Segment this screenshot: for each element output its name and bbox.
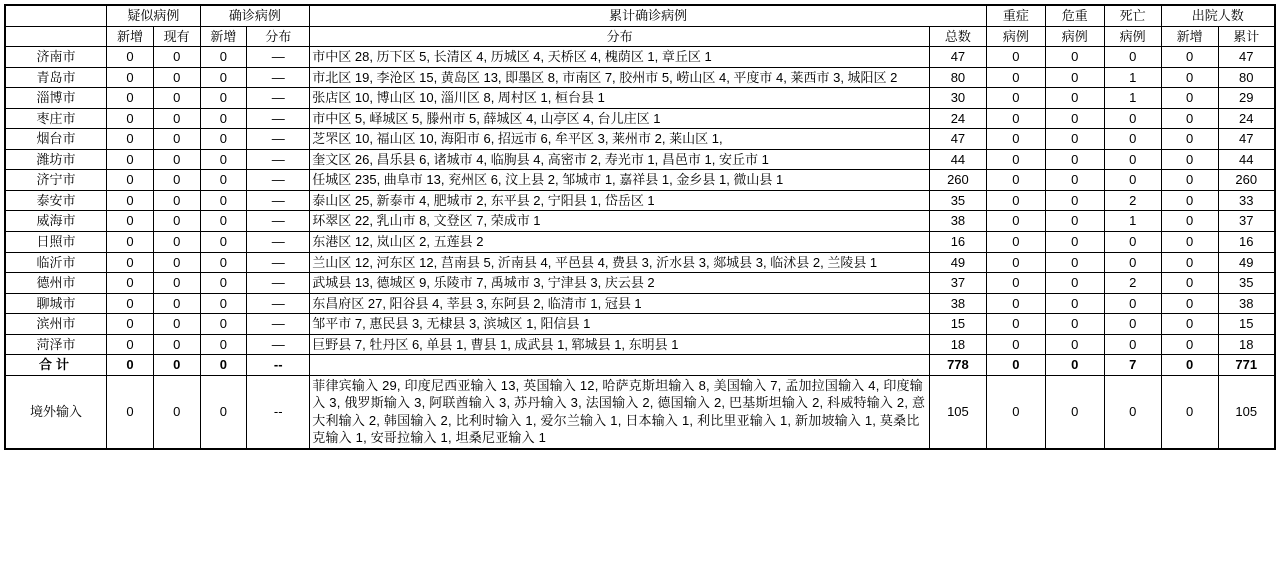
critical-cases: 0 — [1045, 88, 1104, 109]
severe-cases: 0 — [986, 149, 1045, 170]
cumulative-total: 47 — [929, 129, 986, 150]
header-suspected-existing: 现有 — [153, 26, 200, 47]
severe-cases: 0 — [986, 232, 1045, 253]
header-confirmed-cases: 确诊病例 — [200, 5, 310, 26]
discharged-new: 0 — [1161, 47, 1218, 68]
suspected-new: 0 — [107, 211, 154, 232]
suspected-new: 0 — [107, 47, 154, 68]
severe-cases: 0 — [986, 334, 1045, 355]
header-severe-cases: 病例 — [986, 26, 1045, 47]
discharged-total: 47 — [1218, 47, 1275, 68]
city-name: 日照市 — [5, 232, 107, 253]
confirmed-distribution: — — [247, 232, 310, 253]
discharged-new: 0 — [1161, 252, 1218, 273]
cumulative-distribution: 东昌府区 27, 阳谷县 4, 莘县 3, 东阿县 2, 临清市 1, 冠县 1 — [310, 293, 930, 314]
critical-cases: 0 — [1045, 170, 1104, 191]
critical-cases: 0 — [1045, 108, 1104, 129]
suspected-new: 0 — [107, 88, 154, 109]
suspected-existing: 0 — [153, 252, 200, 273]
severe-cases: 0 — [986, 129, 1045, 150]
suspected-new: 0 — [107, 149, 154, 170]
confirmed-new: 0 — [200, 149, 247, 170]
severe-cases: 0 — [986, 88, 1045, 109]
confirmed-new: 0 — [200, 252, 247, 273]
confirmed-distribution: — — [247, 129, 310, 150]
discharged-new: 0 — [1161, 334, 1218, 355]
suspected-new: 0 — [107, 170, 154, 191]
discharged-new: 0 — [1161, 273, 1218, 294]
cumulative-distribution: 泰山区 25, 新泰市 4, 肥城市 2, 东平县 2, 宁阳县 1, 岱岳区 1 — [310, 190, 930, 211]
confirmed-new: 0 — [200, 129, 247, 150]
city-name: 临沂市 — [5, 252, 107, 273]
table-row — [5, 273, 1275, 294]
severe-cases: 0 — [986, 47, 1045, 68]
confirmed-distribution: — — [247, 88, 310, 109]
critical-cases: 0 — [1045, 334, 1104, 355]
table-row — [5, 252, 1275, 273]
table-row — [5, 232, 1275, 253]
covid-statistics-table — [4, 4, 1276, 450]
discharged-total: 49 — [1218, 252, 1275, 273]
critical-cases: 0 — [1045, 273, 1104, 294]
cumulative-distribution: 市北区 19, 李沧区 15, 黄岛区 13, 即墨区 8, 市南区 7, 胶州市 5, 崂山区 4, 平度市 4, 莱西市 3, 城阳区 2 — [310, 67, 930, 88]
suspected-existing: 0 — [153, 293, 200, 314]
cumulative-total: 37 — [929, 273, 986, 294]
cumulative-distribution: 市中区 5, 峄城区 5, 滕州市 5, 薛城区 4, 山亭区 4, 台儿庄区 1 — [310, 108, 930, 129]
critical-cases: 0 — [1045, 355, 1104, 376]
confirmed-distribution: — — [247, 314, 310, 335]
city-name: 济南市 — [5, 47, 107, 68]
cumulative-distribution: 东港区 12, 岚山区 2, 五莲县 2 — [310, 232, 930, 253]
death-cases: 0 — [1104, 232, 1161, 253]
table-header — [5, 5, 1275, 47]
header-cumulative-confirmed: 累计确诊病例 — [310, 5, 987, 26]
critical-cases: 0 — [1045, 375, 1104, 449]
cumulative-distribution: 芝罘区 10, 福山区 10, 海阳市 6, 招远市 6, 牟平区 3, 莱州市 2, 莱山区 1, — [310, 129, 930, 150]
critical-cases: 0 — [1045, 293, 1104, 314]
discharged-total: 15 — [1218, 314, 1275, 335]
death-cases: 0 — [1104, 375, 1161, 449]
severe-cases: 0 — [986, 355, 1045, 376]
discharged-new: 0 — [1161, 355, 1218, 376]
death-cases: 0 — [1104, 129, 1161, 150]
confirmed-distribution: — — [247, 252, 310, 273]
confirmed-distribution: — — [247, 149, 310, 170]
suspected-existing: 0 — [153, 67, 200, 88]
cumulative-distribution: 邹平市 7, 惠民县 3, 无棣县 3, 滨城区 1, 阳信县 1 — [310, 314, 930, 335]
discharged-new: 0 — [1161, 129, 1218, 150]
city-name: 威海市 — [5, 211, 107, 232]
critical-cases: 0 — [1045, 129, 1104, 150]
header-discharged: 出院人数 — [1161, 5, 1275, 26]
critical-cases: 0 — [1045, 190, 1104, 211]
discharged-total: 771 — [1218, 355, 1275, 376]
table-row — [5, 108, 1275, 129]
confirmed-new: 0 — [200, 334, 247, 355]
critical-cases: 0 — [1045, 211, 1104, 232]
cumulative-total: 16 — [929, 232, 986, 253]
death-cases: 7 — [1104, 355, 1161, 376]
suspected-new: 0 — [107, 334, 154, 355]
cumulative-total: 105 — [929, 375, 986, 449]
severe-cases: 0 — [986, 252, 1045, 273]
city-name: 德州市 — [5, 273, 107, 294]
severe-cases: 0 — [986, 211, 1045, 232]
discharged-new: 0 — [1161, 211, 1218, 232]
discharged-total: 16 — [1218, 232, 1275, 253]
suspected-new: 0 — [107, 190, 154, 211]
cumulative-distribution: 张店区 10, 博山区 10, 淄川区 8, 周村区 1, 桓台县 1 — [310, 88, 930, 109]
death-cases: 0 — [1104, 170, 1161, 191]
death-cases: 1 — [1104, 67, 1161, 88]
confirmed-new: 0 — [200, 211, 247, 232]
discharged-new: 0 — [1161, 108, 1218, 129]
table-row — [5, 67, 1275, 88]
city-name: 烟台市 — [5, 129, 107, 150]
table-row — [5, 47, 1275, 68]
city-name: 菏泽市 — [5, 334, 107, 355]
city-name: 合计 — [5, 355, 107, 376]
confirmed-distribution: — — [247, 211, 310, 232]
cumulative-total: 38 — [929, 293, 986, 314]
confirmed-new: 0 — [200, 67, 247, 88]
city-name: 淄博市 — [5, 88, 107, 109]
suspected-existing: 0 — [153, 190, 200, 211]
city-name: 聊城市 — [5, 293, 107, 314]
discharged-new: 0 — [1161, 67, 1218, 88]
severe-cases: 0 — [986, 314, 1045, 335]
table-row — [5, 190, 1275, 211]
suspected-new: 0 — [107, 293, 154, 314]
report-page — [0, 4, 1280, 570]
table-row — [5, 293, 1275, 314]
suspected-existing: 0 — [153, 355, 200, 376]
death-cases: 1 — [1104, 88, 1161, 109]
discharged-new: 0 — [1161, 232, 1218, 253]
header-blank-corner-2 — [5, 26, 107, 47]
header-cumulative-distribution: 分布 — [310, 26, 930, 47]
discharged-new: 0 — [1161, 375, 1218, 449]
critical-cases: 0 — [1045, 47, 1104, 68]
suspected-new: 0 — [107, 375, 154, 449]
critical-cases: 0 — [1045, 67, 1104, 88]
confirmed-new: 0 — [200, 108, 247, 129]
confirmed-new: 0 — [200, 88, 247, 109]
cumulative-distribution — [310, 355, 930, 376]
confirmed-new: 0 — [200, 170, 247, 191]
critical-cases: 0 — [1045, 252, 1104, 273]
discharged-new: 0 — [1161, 170, 1218, 191]
table-row — [5, 211, 1275, 232]
discharged-new: 0 — [1161, 88, 1218, 109]
severe-cases: 0 — [986, 170, 1045, 191]
city-name: 济宁市 — [5, 170, 107, 191]
header-confirmed-distribution: 分布 — [247, 26, 310, 47]
discharged-total: 24 — [1218, 108, 1275, 129]
cumulative-total: 15 — [929, 314, 986, 335]
discharged-total: 80 — [1218, 67, 1275, 88]
confirmed-new: 0 — [200, 190, 247, 211]
discharged-new: 0 — [1161, 314, 1218, 335]
header-death: 死亡 — [1104, 5, 1161, 26]
confirmed-new: 0 — [200, 293, 247, 314]
table-body — [5, 47, 1275, 449]
cumulative-distribution: 环翠区 22, 乳山市 8, 文登区 7, 荣成市 1 — [310, 211, 930, 232]
death-cases: 2 — [1104, 190, 1161, 211]
table-row-imported — [5, 375, 1275, 449]
severe-cases: 0 — [986, 273, 1045, 294]
confirmed-new: 0 — [200, 314, 247, 335]
city-name: 青岛市 — [5, 67, 107, 88]
header-discharged-total: 累计 — [1218, 26, 1275, 47]
table-row — [5, 314, 1275, 335]
confirmed-distribution: — — [247, 170, 310, 191]
confirmed-distribution: — — [247, 108, 310, 129]
critical-cases: 0 — [1045, 149, 1104, 170]
suspected-existing: 0 — [153, 108, 200, 129]
suspected-existing: 0 — [153, 211, 200, 232]
suspected-new: 0 — [107, 67, 154, 88]
discharged-total: 37 — [1218, 211, 1275, 232]
death-cases: 0 — [1104, 149, 1161, 170]
suspected-new: 0 — [107, 252, 154, 273]
suspected-new: 0 — [107, 273, 154, 294]
city-name: 滨州市 — [5, 314, 107, 335]
confirmed-distribution: -- — [247, 375, 310, 449]
discharged-total: 105 — [1218, 375, 1275, 449]
cumulative-total: 47 — [929, 47, 986, 68]
cumulative-distribution: 菲律宾输入 29, 印度尼西亚输入 13, 英国输入 12, 哈萨克斯坦输入 8, 美国输入 7, 孟加拉国输入 4, 印度输入 3, 俄罗斯输入 3, 阿联酋输入 3, 苏丹输入 3, 法国输入 2, 德国输入 2, 巴基斯坦输入 2, 科威特输入 2, 意大利输入 2, 韩国输入 2, 比利时输入 1, 爱尔兰输入 1, 日本输入 1, 利比里亚输入 1, 新加坡输入 1, 莫桑比克输入 1, 安哥拉输入 1, 坦桑尼亚输入 1 — [310, 375, 930, 449]
cumulative-total: 260 — [929, 170, 986, 191]
suspected-existing: 0 — [153, 375, 200, 449]
header-critical: 危重 — [1045, 5, 1104, 26]
city-name: 枣庄市 — [5, 108, 107, 129]
death-cases: 2 — [1104, 273, 1161, 294]
cumulative-total: 24 — [929, 108, 986, 129]
death-cases: 0 — [1104, 293, 1161, 314]
header-suspected-cases: 疑似病例 — [107, 5, 200, 26]
confirmed-distribution: — — [247, 190, 310, 211]
confirmed-new: 0 — [200, 232, 247, 253]
discharged-new: 0 — [1161, 190, 1218, 211]
city-name: 潍坊市 — [5, 149, 107, 170]
confirmed-distribution: — — [247, 47, 310, 68]
discharged-total: 18 — [1218, 334, 1275, 355]
suspected-existing: 0 — [153, 170, 200, 191]
suspected-new: 0 — [107, 129, 154, 150]
cumulative-distribution: 巨野县 7, 牡丹区 6, 单县 1, 曹县 1, 成武县 1, 郓城县 1, 东明县 1 — [310, 334, 930, 355]
header-severe: 重症 — [986, 5, 1045, 26]
table-row-total — [5, 355, 1275, 376]
header-suspected-new: 新增 — [107, 26, 154, 47]
cumulative-total: 80 — [929, 67, 986, 88]
table-row — [5, 334, 1275, 355]
suspected-new: 0 — [107, 314, 154, 335]
suspected-existing: 0 — [153, 232, 200, 253]
table-row — [5, 129, 1275, 150]
suspected-existing: 0 — [153, 273, 200, 294]
cumulative-distribution: 武城县 13, 德城区 9, 乐陵市 7, 禹城市 3, 宁津县 3, 庆云县 2 — [310, 273, 930, 294]
header-row-groups — [5, 5, 1275, 26]
header-confirmed-new: 新增 — [200, 26, 247, 47]
header-critical-cases: 病例 — [1045, 26, 1104, 47]
death-cases: 0 — [1104, 314, 1161, 335]
death-cases: 0 — [1104, 108, 1161, 129]
cumulative-distribution: 兰山区 12, 河东区 12, 莒南县 5, 沂南县 4, 平邑县 4, 费县 3, 沂水县 3, 郯城县 3, 临沭县 2, 兰陵县 1 — [310, 252, 930, 273]
city-name: 境外输入 — [5, 375, 107, 449]
confirmed-distribution: — — [247, 334, 310, 355]
cumulative-total: 44 — [929, 149, 986, 170]
confirmed-distribution: -- — [247, 355, 310, 376]
cumulative-total: 30 — [929, 88, 986, 109]
table-row — [5, 170, 1275, 191]
discharged-total: 38 — [1218, 293, 1275, 314]
cumulative-total: 778 — [929, 355, 986, 376]
cumulative-distribution: 任城区 235, 曲阜市 13, 兖州区 6, 汶上县 2, 邹城市 1, 嘉祥县 1, 金乡县 1, 微山县 1 — [310, 170, 930, 191]
severe-cases: 0 — [986, 375, 1045, 449]
cumulative-distribution: 市中区 28, 历下区 5, 长清区 4, 历城区 4, 天桥区 4, 槐荫区 1, 章丘区 1 — [310, 47, 930, 68]
table-row — [5, 88, 1275, 109]
suspected-existing: 0 — [153, 88, 200, 109]
discharged-total: 44 — [1218, 149, 1275, 170]
discharged-total: 260 — [1218, 170, 1275, 191]
suspected-existing: 0 — [153, 47, 200, 68]
suspected-new: 0 — [107, 355, 154, 376]
death-cases: 0 — [1104, 47, 1161, 68]
cumulative-distribution: 奎文区 26, 昌乐县 6, 诸城市 4, 临朐县 4, 高密市 2, 寿光市 1, 昌邑市 1, 安丘市 1 — [310, 149, 930, 170]
confirmed-new: 0 — [200, 273, 247, 294]
header-cumulative-total: 总数 — [929, 26, 986, 47]
header-discharged-new: 新增 — [1161, 26, 1218, 47]
cumulative-total: 49 — [929, 252, 986, 273]
discharged-total: 29 — [1218, 88, 1275, 109]
death-cases: 0 — [1104, 334, 1161, 355]
discharged-total: 33 — [1218, 190, 1275, 211]
confirmed-new: 0 — [200, 375, 247, 449]
suspected-existing: 0 — [153, 129, 200, 150]
cumulative-total: 38 — [929, 211, 986, 232]
header-blank-corner — [5, 5, 107, 26]
city-name: 泰安市 — [5, 190, 107, 211]
discharged-total: 35 — [1218, 273, 1275, 294]
suspected-existing: 0 — [153, 334, 200, 355]
table-row — [5, 149, 1275, 170]
severe-cases: 0 — [986, 108, 1045, 129]
severe-cases: 0 — [986, 67, 1045, 88]
cumulative-total: 35 — [929, 190, 986, 211]
suspected-new: 0 — [107, 232, 154, 253]
critical-cases: 0 — [1045, 314, 1104, 335]
death-cases: 1 — [1104, 211, 1161, 232]
critical-cases: 0 — [1045, 232, 1104, 253]
discharged-new: 0 — [1161, 293, 1218, 314]
header-death-cases: 病例 — [1104, 26, 1161, 47]
severe-cases: 0 — [986, 293, 1045, 314]
death-cases: 0 — [1104, 252, 1161, 273]
suspected-existing: 0 — [153, 149, 200, 170]
confirmed-distribution: — — [247, 67, 310, 88]
confirmed-distribution: — — [247, 273, 310, 294]
confirmed-new: 0 — [200, 47, 247, 68]
severe-cases: 0 — [986, 190, 1045, 211]
header-row-subs — [5, 26, 1275, 47]
suspected-existing: 0 — [153, 314, 200, 335]
cumulative-total: 18 — [929, 334, 986, 355]
suspected-new: 0 — [107, 108, 154, 129]
confirmed-new: 0 — [200, 355, 247, 376]
discharged-new: 0 — [1161, 149, 1218, 170]
discharged-total: 47 — [1218, 129, 1275, 150]
confirmed-distribution: — — [247, 293, 310, 314]
